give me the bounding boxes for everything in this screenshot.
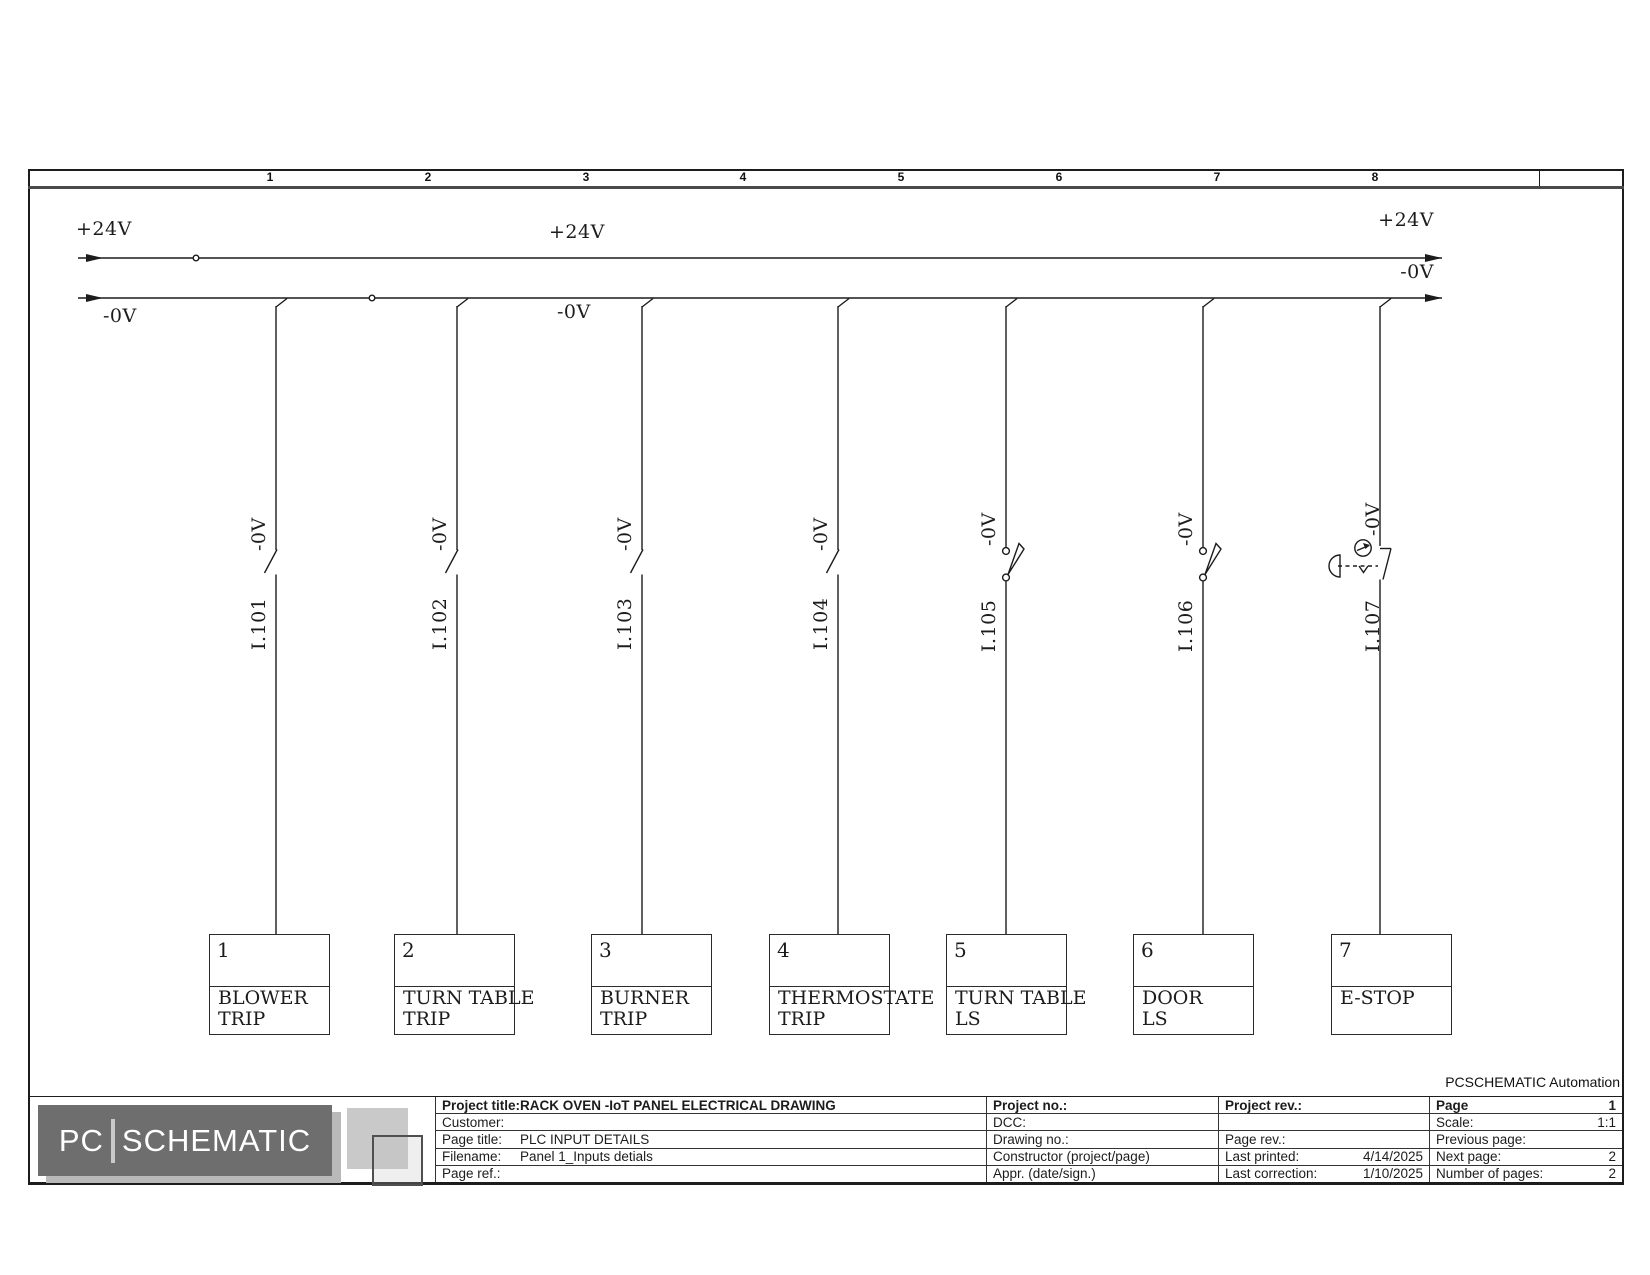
wire-ov-label: -0V [978, 512, 1000, 546]
logo-square-outline-icon [372, 1135, 423, 1186]
box-number: 2 [395, 935, 514, 987]
box-label: TURN TABLE [955, 987, 1087, 1009]
project-rev-label: Project rev.: [1225, 1097, 1303, 1113]
column-number: 5 [897, 170, 905, 184]
pcschematic-automation-watermark: PCSCHEMATIC Automation [1445, 1074, 1620, 1090]
component-box [1133, 934, 1254, 1035]
wire-input-label: I.106 [1175, 599, 1197, 652]
dcc-label: DCC: [993, 1114, 1026, 1130]
box-number: 1 [210, 935, 329, 987]
rail-label-24v: +24V [76, 218, 132, 240]
wire-ov-label: -0V [614, 517, 636, 551]
column-number: 2 [424, 170, 432, 184]
box-number: 3 [592, 935, 711, 987]
column-band-tick [1539, 171, 1540, 186]
component-box [394, 934, 535, 1035]
filename-label: Filename: [442, 1149, 502, 1165]
rail-label-24v: +24V [1378, 209, 1434, 231]
drawing-no-label: Drawing no.: [993, 1132, 1069, 1147]
box-label: DOOR [1142, 987, 1203, 1009]
component-box [1331, 934, 1452, 1035]
next-page-value: 2 [1608, 1149, 1616, 1165]
column-number: 7 [1213, 170, 1221, 184]
title-block [28, 1096, 1624, 1184]
box-label: TRIP [218, 1008, 266, 1030]
wire-ov-label: -0V [429, 517, 451, 551]
previous-page-label: Previous page: [1436, 1132, 1527, 1147]
column-number: 8 [1371, 170, 1379, 184]
title-block-col-numbers [986, 1097, 1218, 1182]
column-number: 4 [739, 170, 747, 184]
page-number-value: 1 [1608, 1097, 1616, 1113]
customer-label: Customer: [442, 1114, 505, 1130]
number-of-pages-value: 2 [1608, 1166, 1616, 1182]
next-page-label: Next page: [1436, 1149, 1502, 1165]
column-number: 6 [1055, 170, 1063, 184]
box-label: BURNER [600, 987, 690, 1009]
last-correction-value: 1/10/2025 [1362, 1166, 1423, 1182]
appr-label: Appr. (date/sign.) [993, 1166, 1096, 1182]
box-label: BLOWER [218, 987, 308, 1009]
scale-value: 1:1 [1597, 1114, 1616, 1130]
project-no-label: Project no.: [993, 1097, 1068, 1113]
rail-label-0v: -0V [557, 301, 591, 323]
box-number: 7 [1332, 935, 1451, 987]
wire-input-label: I.105 [978, 599, 1000, 652]
project-title-value: RACK OVEN -IoT PANEL ELECTRICAL DRAWING [520, 1097, 836, 1113]
constructor-label: Constructor (project/page) [993, 1149, 1150, 1165]
box-label: TURN TABLE [403, 987, 535, 1009]
page-title-value: PLC INPUT DETAILS [520, 1132, 650, 1147]
box-number: 5 [947, 935, 1066, 987]
page-title-label: Page title: [442, 1132, 503, 1147]
component-box [946, 934, 1087, 1035]
component-box [209, 934, 330, 1035]
last-printed-label: Last printed: [1225, 1149, 1300, 1165]
wire-ov-label: -0V [1175, 512, 1197, 546]
rail-label-0v: -0V [103, 305, 137, 327]
page-rev-label: Page rev.: [1225, 1132, 1286, 1147]
box-number: 4 [770, 935, 889, 987]
box-label: LS [1142, 1008, 1168, 1030]
wire-ov-label: -0V [1362, 502, 1384, 536]
column-number: 3 [582, 170, 590, 184]
title-block-col-project [435, 1097, 986, 1182]
box-label: TRIP [778, 1008, 826, 1030]
component-box [769, 934, 935, 1035]
wire-input-label: I.101 [248, 597, 270, 650]
rail-label-0v: -0V [1400, 261, 1434, 283]
logo-text-pc: PC [58, 1122, 104, 1158]
box-label: TRIP [600, 1008, 648, 1030]
box-label: E-STOP [1340, 987, 1415, 1009]
logo-cell [30, 1097, 435, 1182]
box-label: TRIP [403, 1008, 451, 1030]
component-box [591, 934, 712, 1035]
scale-label: Scale: [1436, 1114, 1474, 1130]
wire-input-label: I.104 [810, 597, 832, 650]
logo-bar-icon [111, 1119, 115, 1163]
wire-input-label: I.102 [429, 597, 451, 650]
box-number: 6 [1134, 935, 1253, 987]
filename-value: Panel 1_Inputs detials [520, 1149, 653, 1165]
page-ref-label: Page ref.: [442, 1166, 501, 1182]
last-correction-label: Last correction: [1225, 1166, 1318, 1182]
wire-input-label: I.103 [614, 597, 636, 650]
box-label: THERMOSTATE [778, 987, 935, 1009]
column-number: 1 [266, 170, 274, 184]
pcschematic-logo [38, 1105, 332, 1176]
last-printed-value: 4/14/2025 [1362, 1149, 1423, 1165]
wire-input-label: I.107 [1362, 599, 1384, 652]
page-label: Page [1436, 1097, 1469, 1113]
project-title-label: Project title: [442, 1097, 521, 1113]
logo-text-schematic: SCHEMATIC [121, 1122, 312, 1158]
box-label: LS [955, 1008, 981, 1030]
title-block-col-revisions [1218, 1097, 1429, 1182]
rail-label-24v: +24V [549, 221, 605, 243]
wire-ov-label: -0V [810, 517, 832, 551]
column-band-divider [28, 186, 1624, 189]
wire-ov-label: -0V [248, 517, 270, 551]
title-block-col-pages [1429, 1097, 1622, 1182]
number-of-pages-label: Number of pages: [1436, 1166, 1544, 1182]
